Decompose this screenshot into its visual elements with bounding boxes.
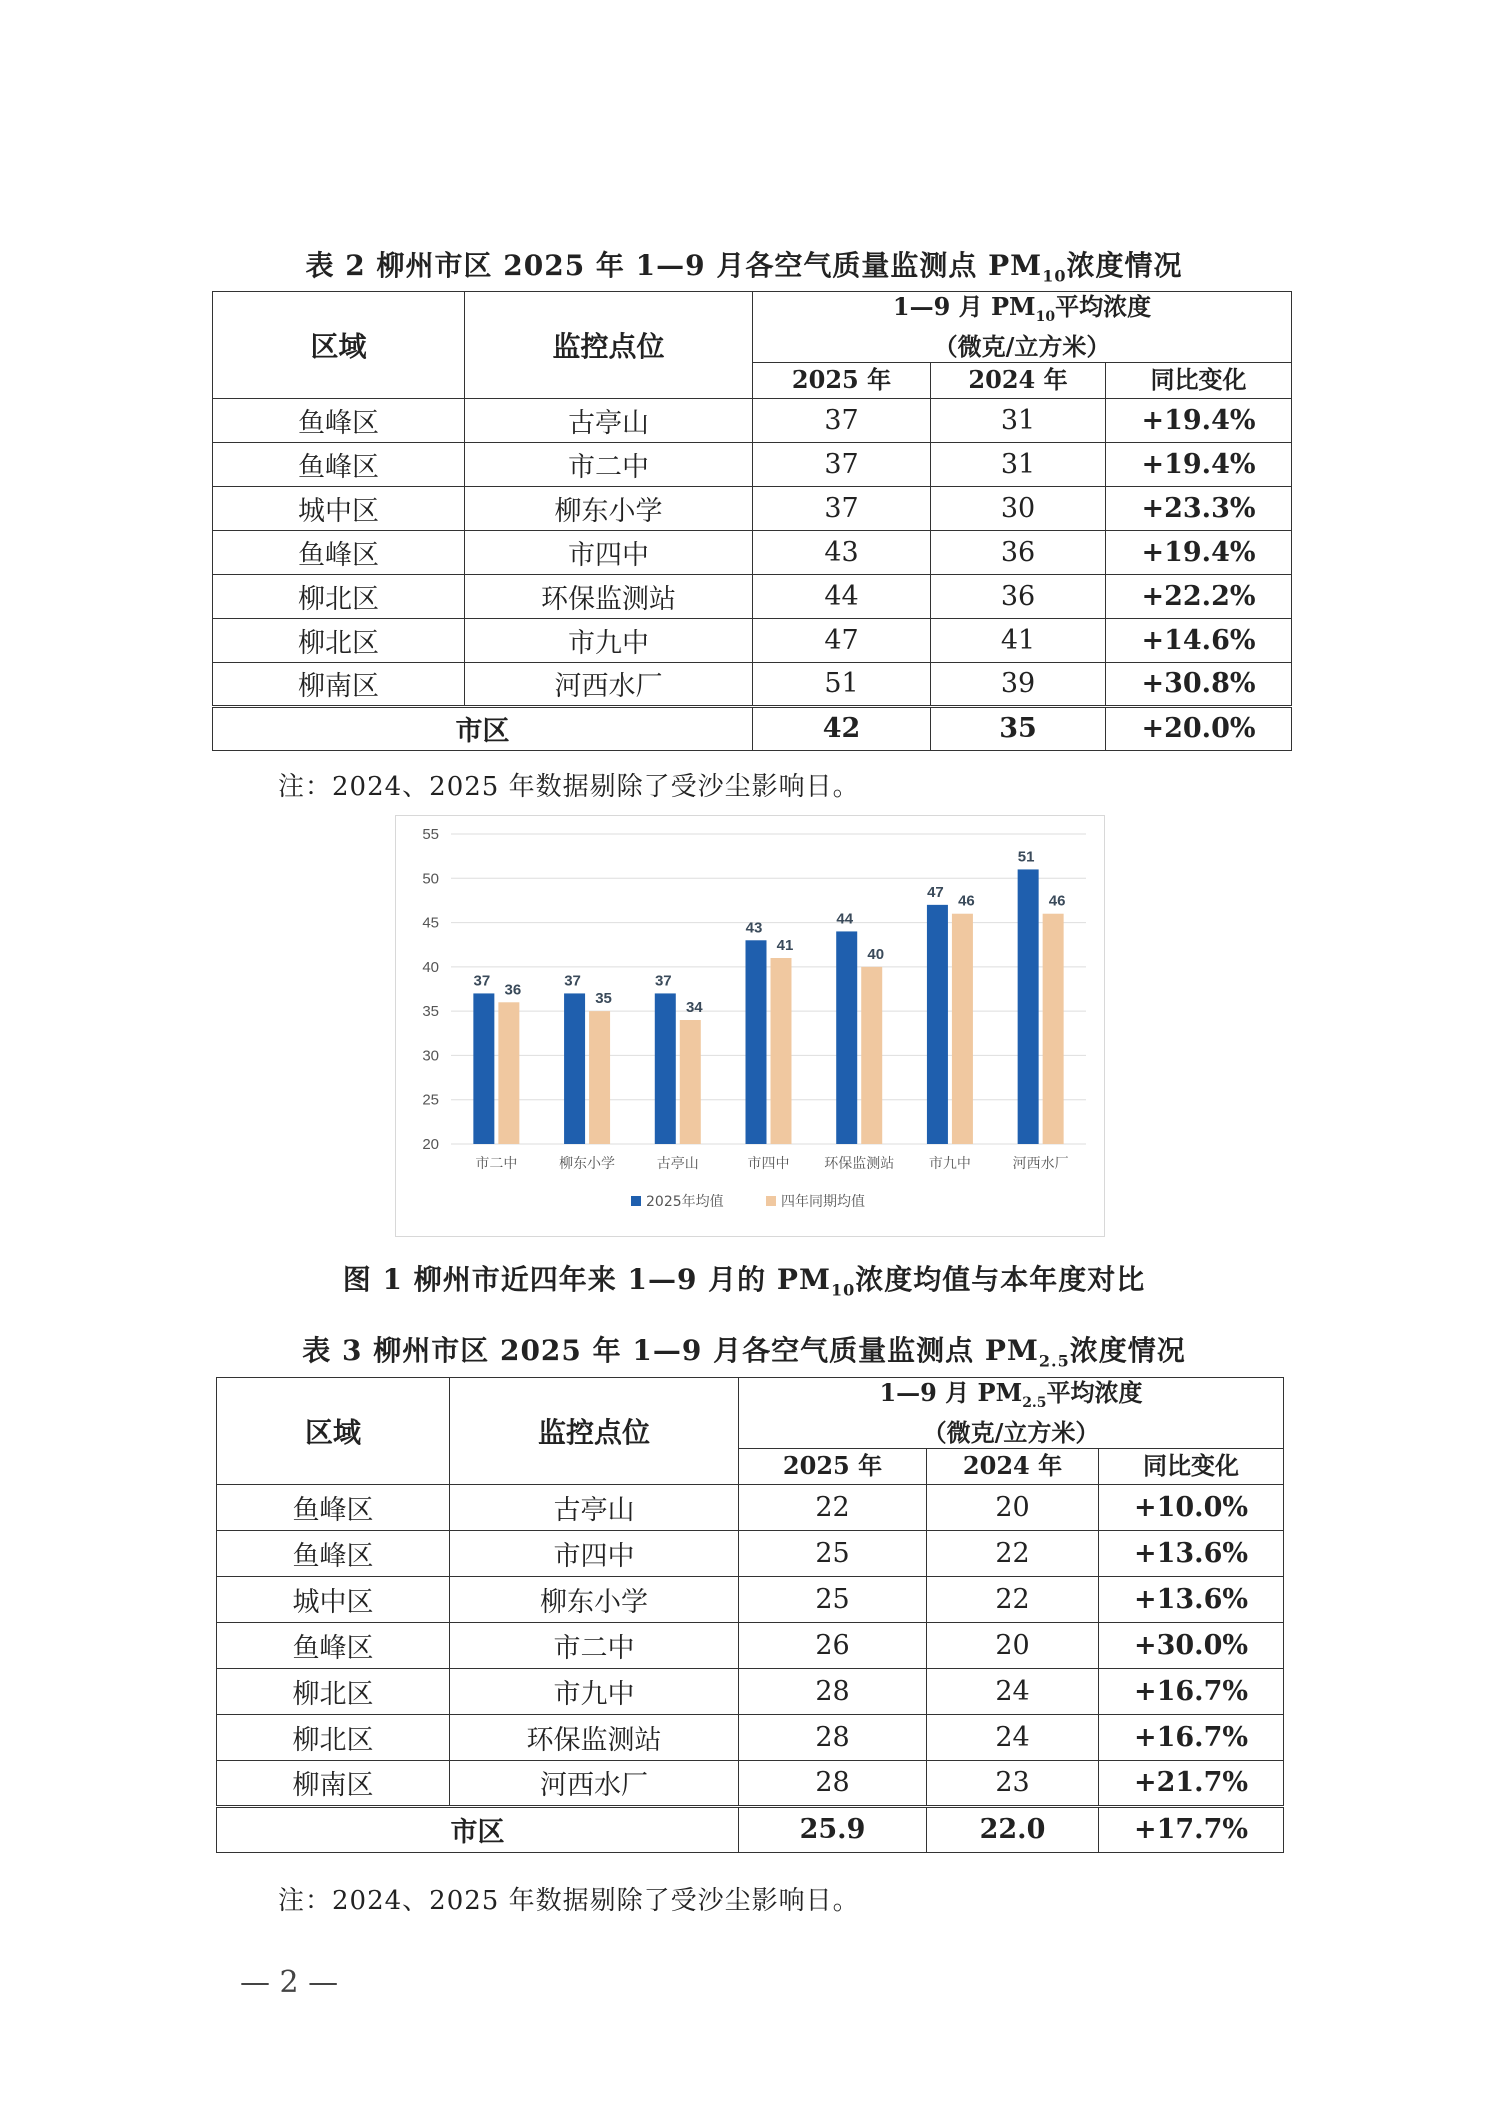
region-cell: 城中区	[217, 1576, 450, 1622]
data-label: 51	[1017, 848, 1035, 866]
station-cell: 市二中	[450, 1622, 739, 1668]
total-2025-cell: 25.9	[739, 1806, 927, 1852]
table-row	[213, 662, 1292, 706]
change-cell: +13.6%	[1099, 1530, 1284, 1576]
x-tick-label: 市四中	[747, 1156, 790, 1172]
value-2025-cell: 28	[739, 1760, 927, 1806]
y-tick-label: 55	[422, 826, 439, 843]
x-tick-label: 河西水厂	[1012, 1156, 1069, 1172]
figure1-caption-suffix: 浓度均值与本年度对比	[855, 1263, 1146, 1296]
bar-average	[680, 1020, 701, 1144]
value-2024-cell: 20	[927, 1622, 1099, 1668]
data-label: 37	[654, 972, 672, 990]
total-2025-cell: 42	[753, 706, 931, 750]
station-cell: 市九中	[450, 1668, 739, 1714]
change-cell: +21.7%	[1099, 1760, 1284, 1806]
data-label: 37	[564, 972, 581, 990]
value-2024-cell: 20	[927, 1484, 1099, 1530]
change-cell: +19.4%	[1106, 442, 1292, 486]
table-row	[213, 442, 1292, 486]
bar-current	[746, 940, 767, 1144]
data-label: 41	[776, 937, 794, 954]
table-row	[217, 1714, 1284, 1760]
table2-header-group-prefix: 1—9 月 PM	[892, 292, 1036, 321]
table-row	[213, 398, 1292, 442]
data-label: 35	[595, 990, 612, 1008]
table3-header-group-line1	[739, 1378, 1283, 1418]
x-tick-label: 市九中	[928, 1156, 971, 1172]
table3-caption-suffix: 浓度情况	[1069, 1334, 1186, 1367]
data-label: 43	[745, 919, 763, 937]
value-2024-cell: 30	[931, 486, 1106, 530]
station-cell: 古亭山	[465, 398, 753, 442]
region-cell: 鱼峰区	[213, 530, 465, 574]
change-cell: +23.3%	[1106, 486, 1292, 530]
figure1-caption-prefix: 图 1 柳州市近四年来 1—9 月的 PM	[342, 1263, 831, 1296]
x-tick-label: 古亭山	[656, 1156, 699, 1172]
change-cell: +30.8%	[1106, 662, 1292, 706]
data-label: 37	[473, 972, 491, 990]
value-2025-cell: 28	[739, 1668, 927, 1714]
value-2024-cell: 24	[927, 1668, 1099, 1714]
bar-current	[1018, 869, 1039, 1144]
table3-header-region: 区域	[217, 1378, 450, 1485]
value-2025-cell: 26	[739, 1622, 927, 1668]
table2-note: 注：2024、2025 年数据剔除了受沙尘影响日。	[278, 772, 860, 802]
value-2025-cell: 43	[753, 530, 931, 574]
table3-header-group-prefix: 1—9 月 PM	[879, 1378, 1023, 1407]
total-label-cell: 市区	[213, 706, 753, 750]
station-cell: 柳东小学	[465, 486, 753, 530]
table3-header-change: 同比变化	[1099, 1448, 1284, 1484]
table3-header-station: 监控点位	[450, 1378, 739, 1485]
station-cell: 古亭山	[450, 1484, 739, 1530]
bar-average	[498, 1002, 519, 1144]
value-2025-cell: 37	[753, 442, 931, 486]
table3-note: 注：2024、2025 年数据剔除了受沙尘影响日。	[278, 1886, 860, 1916]
bar-current	[836, 931, 857, 1144]
value-2024-cell: 39	[931, 662, 1106, 706]
value-2025-cell: 37	[753, 398, 931, 442]
change-cell: +16.7%	[1099, 1714, 1284, 1760]
table-row	[217, 1760, 1284, 1806]
bar-current	[473, 993, 494, 1144]
region-cell: 柳北区	[217, 1714, 450, 1760]
total-2024-cell: 35	[931, 706, 1106, 750]
table2-header-group-suffix: 平均浓度	[1055, 292, 1152, 321]
table3-header-2025: 2025 年	[739, 1448, 927, 1484]
data-label: 47	[927, 883, 944, 901]
table3-header-group-suffix: 平均浓度	[1046, 1378, 1143, 1407]
bar-average	[861, 967, 882, 1144]
table3-caption	[0, 1329, 1488, 1371]
table2-header-2025: 2025 年	[753, 362, 931, 398]
value-2024-cell: 22	[927, 1576, 1099, 1622]
table3	[216, 1377, 1284, 1853]
value-2025-cell: 22	[739, 1484, 927, 1530]
value-2024-cell: 22	[927, 1530, 1099, 1576]
total-change-cell: +17.7%	[1099, 1806, 1284, 1852]
bar-chart-svg	[396, 816, 1104, 1236]
region-cell: 鱼峰区	[213, 442, 465, 486]
y-tick-label: 40	[422, 958, 439, 976]
bar-average	[1043, 914, 1064, 1144]
table2-caption-prefix: 表 2 柳州市区 2025 年 1—9 月各空气质量监测点 PM	[305, 249, 1043, 282]
table-row	[217, 1576, 1284, 1622]
figure1-chart	[395, 815, 1105, 1237]
data-label: 46	[958, 892, 975, 910]
total-2024-cell: 22.0	[927, 1806, 1099, 1852]
value-2025-cell: 28	[739, 1714, 927, 1760]
y-tick-label: 50	[422, 870, 439, 888]
region-cell: 鱼峰区	[217, 1484, 450, 1530]
change-cell: +19.4%	[1106, 398, 1292, 442]
table-row	[213, 486, 1292, 530]
table3-caption-prefix: 表 3 柳州市区 2025 年 1—9 月各空气质量监测点 PM	[302, 1334, 1039, 1367]
table2-header-group	[753, 292, 1292, 363]
station-cell: 河西水厂	[465, 662, 753, 706]
change-cell: +30.0%	[1099, 1622, 1284, 1668]
table-row	[217, 1622, 1284, 1668]
bar-current	[927, 905, 948, 1144]
figure1-caption-sub: 10	[830, 1280, 856, 1300]
data-label: 34	[685, 999, 703, 1016]
region-cell: 柳北区	[217, 1668, 450, 1714]
table2-caption-suffix: 浓度情况	[1066, 249, 1183, 282]
table2-header-change: 同比变化	[1106, 362, 1292, 398]
legend-label: 2025年均值	[646, 1194, 724, 1210]
table3-header-group	[739, 1378, 1284, 1449]
table2-caption	[0, 244, 1488, 286]
value-2025-cell: 47	[753, 618, 931, 662]
table-total-row	[213, 706, 1292, 750]
x-tick-label: 环保监测站	[824, 1156, 895, 1172]
table2-header-2024: 2024 年	[931, 362, 1106, 398]
bar-average	[771, 958, 792, 1144]
region-cell: 鱼峰区	[217, 1622, 450, 1668]
y-tick-label: 45	[422, 914, 439, 932]
value-2024-cell: 23	[927, 1760, 1099, 1806]
total-label-cell: 市区	[217, 1806, 739, 1852]
legend-swatch	[631, 1196, 641, 1206]
legend-label: 四年同期均值	[781, 1194, 865, 1210]
station-cell: 环保监测站	[450, 1714, 739, 1760]
value-2024-cell: 31	[931, 442, 1106, 486]
table2-header-station: 监控点位	[465, 292, 753, 399]
bar-average	[952, 914, 973, 1144]
region-cell: 鱼峰区	[217, 1530, 450, 1576]
change-cell: +22.2%	[1106, 574, 1292, 618]
region-cell: 鱼峰区	[213, 398, 465, 442]
data-label: 40	[867, 945, 885, 963]
value-2025-cell: 25	[739, 1530, 927, 1576]
value-2024-cell: 41	[931, 618, 1106, 662]
table-row	[213, 574, 1292, 618]
station-cell: 市四中	[450, 1530, 739, 1576]
value-2025-cell: 51	[753, 662, 931, 706]
table3-caption-sub: 2.5	[1038, 1351, 1070, 1371]
region-cell: 柳南区	[213, 662, 465, 706]
x-tick-label: 市二中	[475, 1156, 518, 1172]
y-tick-label: 35	[422, 1003, 439, 1021]
page-number: — 2 —	[240, 1965, 339, 2000]
table2-header-region: 区域	[213, 292, 465, 399]
table2-header-group-sub: 10	[1035, 308, 1056, 325]
data-label: 36	[504, 981, 522, 999]
x-tick-label: 柳东小学	[559, 1156, 616, 1172]
table3-header-group-unit: （微克/立方米）	[922, 1417, 1100, 1447]
bar-current	[655, 993, 676, 1144]
table2-header-group-unit: （微克/立方米）	[933, 331, 1111, 361]
legend-swatch	[766, 1196, 776, 1206]
region-cell: 城中区	[213, 486, 465, 530]
table-total-row	[217, 1806, 1284, 1852]
table3-header-2024: 2024 年	[927, 1448, 1099, 1484]
bar-current	[564, 993, 585, 1144]
station-cell: 市九中	[465, 618, 753, 662]
station-cell: 市二中	[465, 442, 753, 486]
value-2024-cell: 24	[927, 1714, 1099, 1760]
region-cell: 柳南区	[217, 1760, 450, 1806]
y-tick-label: 30	[422, 1047, 439, 1065]
table2	[212, 291, 1292, 751]
value-2024-cell: 36	[931, 530, 1106, 574]
bar-average	[589, 1011, 610, 1144]
station-cell: 柳东小学	[450, 1576, 739, 1622]
value-2024-cell: 36	[931, 574, 1106, 618]
data-label: 46	[1048, 892, 1066, 910]
station-cell: 环保监测站	[465, 574, 753, 618]
change-cell: +10.0%	[1099, 1484, 1284, 1530]
change-cell: +13.6%	[1099, 1576, 1284, 1622]
table2-caption-sub: 10	[1042, 266, 1067, 286]
change-cell: +14.6%	[1106, 618, 1292, 662]
table-row	[213, 618, 1292, 662]
value-2025-cell: 25	[739, 1576, 927, 1622]
region-cell: 柳北区	[213, 618, 465, 662]
total-change-cell: +20.0%	[1106, 706, 1292, 750]
data-label: 44	[836, 910, 854, 928]
region-cell: 柳北区	[213, 574, 465, 618]
table-row	[217, 1668, 1284, 1714]
change-cell: +16.7%	[1099, 1668, 1284, 1714]
table3-header-group-sub: 2.5	[1022, 1394, 1047, 1411]
table-row	[217, 1530, 1284, 1576]
change-cell: +19.4%	[1106, 530, 1292, 574]
table2-header-group-line1	[753, 292, 1291, 332]
value-2025-cell: 44	[753, 574, 931, 618]
y-tick-label: 25	[422, 1091, 439, 1109]
value-2025-cell: 37	[753, 486, 931, 530]
figure1-caption	[0, 1258, 1488, 1300]
table-row	[213, 530, 1292, 574]
value-2024-cell: 31	[931, 398, 1106, 442]
table-row	[217, 1484, 1284, 1530]
y-tick-label: 20	[422, 1136, 439, 1153]
station-cell: 河西水厂	[450, 1760, 739, 1806]
station-cell: 市四中	[465, 530, 753, 574]
